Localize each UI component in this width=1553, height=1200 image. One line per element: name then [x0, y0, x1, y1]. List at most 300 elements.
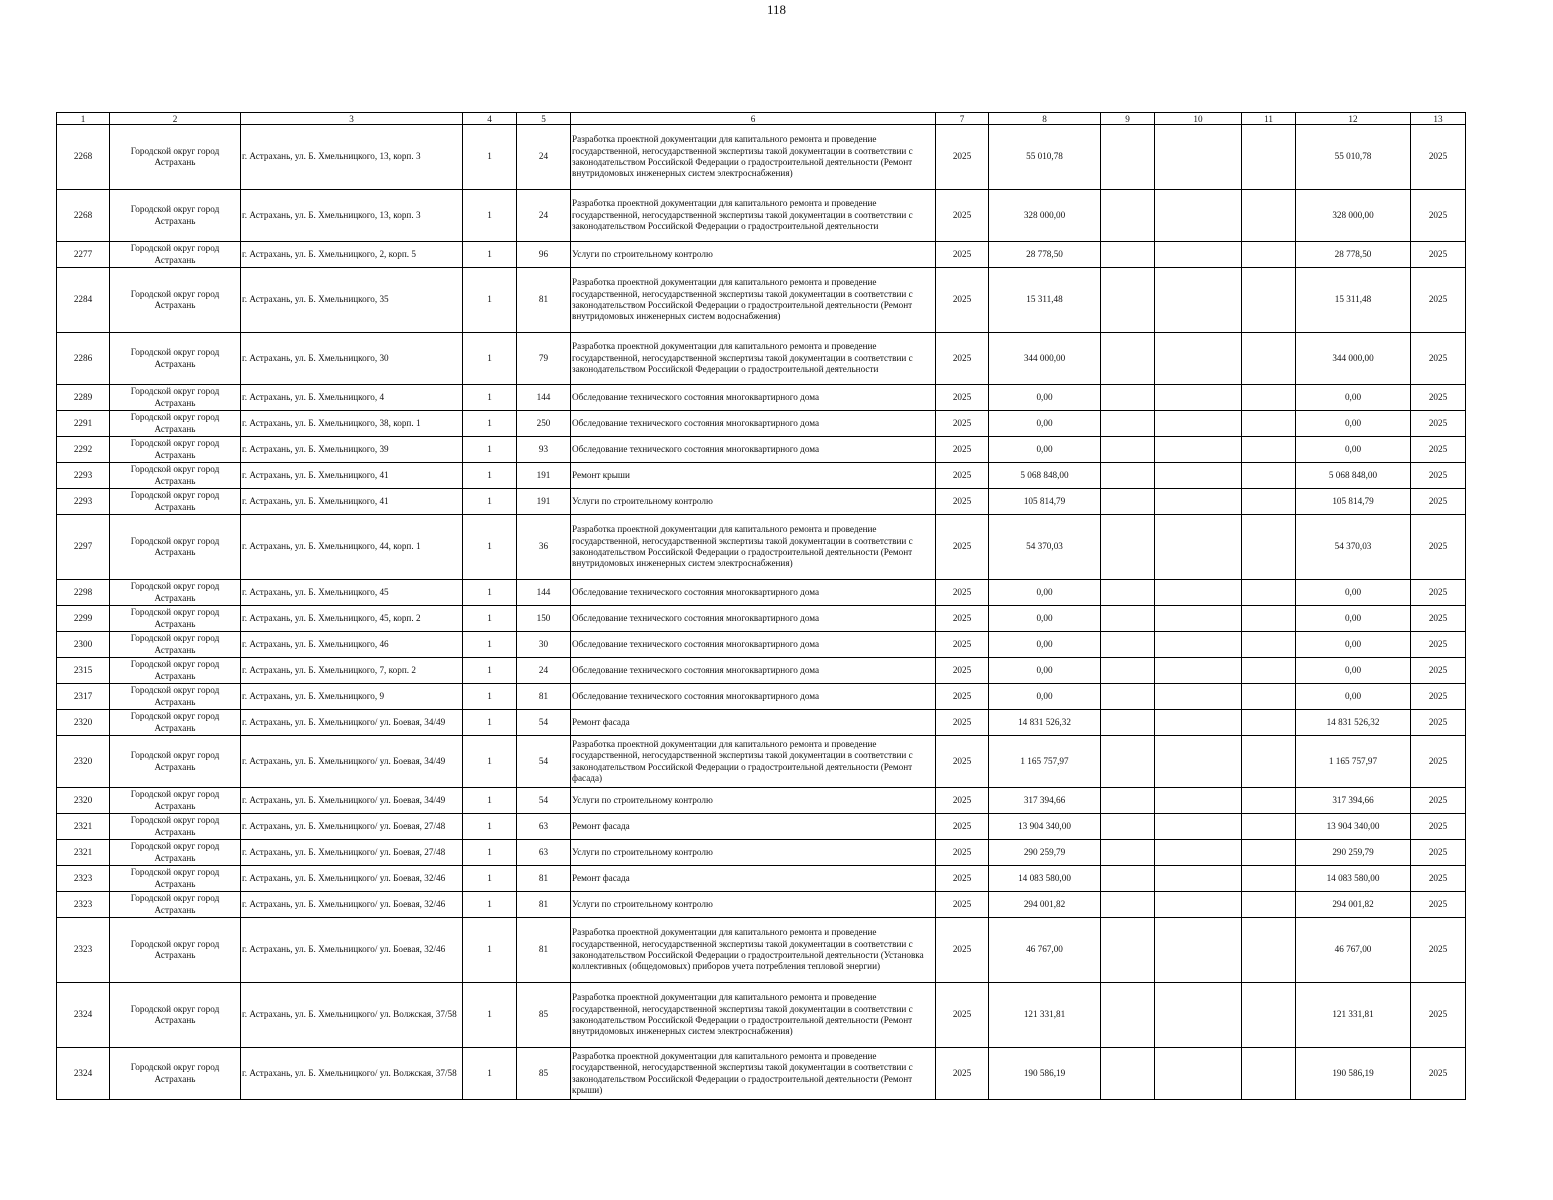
completion-year-cell: 2025: [1411, 437, 1466, 463]
work-type-cell: Обследование технического состояния многоквартирного дома: [571, 606, 936, 632]
table-row: [57, 489, 1466, 515]
col5-value-cell: 30: [517, 632, 571, 658]
col10-value-cell: [1155, 814, 1242, 840]
row-number-cell: 2293: [57, 463, 110, 489]
column-header: 12: [1296, 113, 1411, 125]
col4-value-cell: 1: [463, 333, 517, 385]
year-cell: 2025: [936, 658, 989, 684]
col11-value-cell: [1242, 814, 1296, 840]
col5-value-cell: 250: [517, 411, 571, 437]
col11-value-cell: [1242, 190, 1296, 242]
cost-fund-cell: 105 814,79: [1296, 489, 1411, 515]
cost-total-cell: 46 767,00: [989, 918, 1101, 983]
col10-value-cell: [1155, 736, 1242, 788]
row-number-cell: 2317: [57, 684, 110, 710]
address-cell: г. Астрахань, ул. Б. Хмельницкого/ ул. Боевая, 32/46: [241, 918, 463, 983]
table-row: [57, 840, 1466, 866]
col9-value-cell: [1101, 918, 1155, 983]
col11-value-cell: [1242, 606, 1296, 632]
table-row: [57, 606, 1466, 632]
completion-year-cell: 2025: [1411, 632, 1466, 658]
table-row: [57, 333, 1466, 385]
year-cell: 2025: [936, 463, 989, 489]
page-number: 118: [766, 2, 787, 17]
table-row: [57, 411, 1466, 437]
cost-total-cell: 294 001,82: [989, 892, 1101, 918]
cost-fund-cell: 0,00: [1296, 580, 1411, 606]
address-cell: г. Астрахань, ул. Б. Хмельницкого/ ул. Боевая, 32/46: [241, 892, 463, 918]
completion-year-cell: 2025: [1411, 190, 1466, 242]
col4-value-cell: 1: [463, 892, 517, 918]
work-type-cell: Ремонт фасада: [571, 866, 936, 892]
col10-value-cell: [1155, 489, 1242, 515]
work-type-cell: Обследование технического состояния многоквартирного дома: [571, 658, 936, 684]
cost-total-cell: 344 000,00: [989, 333, 1101, 385]
cost-fund-cell: 317 394,66: [1296, 788, 1411, 814]
table-row: [57, 437, 1466, 463]
municipality-cell: Городской округ город Астрахань: [110, 242, 241, 268]
year-cell: 2025: [936, 190, 989, 242]
col5-value-cell: 54: [517, 736, 571, 788]
municipality-cell: Городской округ город Астрахань: [110, 385, 241, 411]
col10-value-cell: [1155, 983, 1242, 1048]
cost-fund-cell: 290 259,79: [1296, 840, 1411, 866]
column-header: 5: [517, 113, 571, 125]
cost-fund-cell: 190 586,19: [1296, 1048, 1411, 1100]
row-number-cell: 2321: [57, 814, 110, 840]
col11-value-cell: [1242, 840, 1296, 866]
col10-value-cell: [1155, 788, 1242, 814]
row-number-cell: 2324: [57, 1048, 110, 1100]
year-cell: 2025: [936, 125, 989, 190]
address-cell: г. Астрахань, ул. Б. Хмельницкого, 41: [241, 463, 463, 489]
completion-year-cell: 2025: [1411, 788, 1466, 814]
cost-total-cell: 317 394,66: [989, 788, 1101, 814]
completion-year-cell: 2025: [1411, 1048, 1466, 1100]
address-cell: г. Астрахань, ул. Б. Хмельницкого/ ул. Боевая, 34/49: [241, 710, 463, 736]
municipality-cell: Городской округ город Астрахань: [110, 983, 241, 1048]
cost-total-cell: 290 259,79: [989, 840, 1101, 866]
col5-value-cell: 36: [517, 515, 571, 580]
cost-fund-cell: 0,00: [1296, 606, 1411, 632]
municipality-cell: Городской округ город Астрахань: [110, 268, 241, 333]
col4-value-cell: 1: [463, 632, 517, 658]
municipality-cell: Городской округ город Астрахань: [110, 515, 241, 580]
col4-value-cell: 1: [463, 710, 517, 736]
table-row: [57, 788, 1466, 814]
col4-value-cell: 1: [463, 437, 517, 463]
year-cell: 2025: [936, 866, 989, 892]
cost-total-cell: 0,00: [989, 632, 1101, 658]
cost-fund-cell: 15 311,48: [1296, 268, 1411, 333]
row-number-cell: 2320: [57, 710, 110, 736]
address-cell: г. Астрахань, ул. Б. Хмельницкого, 45: [241, 580, 463, 606]
year-cell: 2025: [936, 632, 989, 658]
col5-value-cell: 24: [517, 190, 571, 242]
row-number-cell: 2286: [57, 333, 110, 385]
col4-value-cell: 1: [463, 268, 517, 333]
completion-year-cell: 2025: [1411, 515, 1466, 580]
cost-total-cell: 28 778,50: [989, 242, 1101, 268]
col11-value-cell: [1242, 385, 1296, 411]
work-type-cell: Обследование технического состояния многоквартирного дома: [571, 385, 936, 411]
col5-value-cell: 93: [517, 437, 571, 463]
col11-value-cell: [1242, 333, 1296, 385]
address-cell: г. Астрахань, ул. Б. Хмельницкого, 35: [241, 268, 463, 333]
col4-value-cell: 1: [463, 580, 517, 606]
municipality-cell: Городской округ город Астрахань: [110, 632, 241, 658]
col9-value-cell: [1101, 736, 1155, 788]
col9-value-cell: [1101, 125, 1155, 190]
work-type-cell: Разработка проектной документации для капитального ремонта и проведение государственной, негосударственной экспертизы такой документации в соответствии с законодательством Российской Федерации о градостроительной деятельности (Ремонт внутридомовых инженерных систем электроснабжения): [571, 125, 936, 190]
col11-value-cell: [1242, 489, 1296, 515]
year-cell: 2025: [936, 788, 989, 814]
table-row: [57, 918, 1466, 983]
col9-value-cell: [1101, 385, 1155, 411]
cost-fund-cell: 328 000,00: [1296, 190, 1411, 242]
year-cell: 2025: [936, 892, 989, 918]
year-cell: 2025: [936, 606, 989, 632]
row-number-cell: 2323: [57, 892, 110, 918]
col10-value-cell: [1155, 437, 1242, 463]
col11-value-cell: [1242, 788, 1296, 814]
row-number-cell: 2315: [57, 658, 110, 684]
col10-value-cell: [1155, 684, 1242, 710]
work-type-cell: Разработка проектной документации для капитального ремонта и проведение государственной, негосударственной экспертизы такой документации в соответствии с законодательством Российской Федерации о градостроительной деятельности (Установка коллективных (общедомовых) приборов учета потребления тепловой энергии): [571, 918, 936, 983]
table-row: [57, 736, 1466, 788]
completion-year-cell: 2025: [1411, 242, 1466, 268]
year-cell: 2025: [936, 489, 989, 515]
work-type-cell: Услуги по строительному контролю: [571, 788, 936, 814]
col10-value-cell: [1155, 632, 1242, 658]
col10-value-cell: [1155, 125, 1242, 190]
col10-value-cell: [1155, 385, 1242, 411]
col9-value-cell: [1101, 463, 1155, 489]
col9-value-cell: [1101, 489, 1155, 515]
work-type-cell: Обследование технического состояния многоквартирного дома: [571, 632, 936, 658]
work-type-cell: Услуги по строительному контролю: [571, 489, 936, 515]
completion-year-cell: 2025: [1411, 983, 1466, 1048]
year-cell: 2025: [936, 918, 989, 983]
col5-value-cell: 81: [517, 866, 571, 892]
col4-value-cell: 1: [463, 606, 517, 632]
completion-year-cell: 2025: [1411, 710, 1466, 736]
col4-value-cell: 1: [463, 788, 517, 814]
col4-value-cell: 1: [463, 658, 517, 684]
row-number-cell: 2293: [57, 489, 110, 515]
completion-year-cell: 2025: [1411, 463, 1466, 489]
cost-fund-cell: 0,00: [1296, 437, 1411, 463]
col4-value-cell: 1: [463, 463, 517, 489]
address-cell: г. Астрахань, ул. Б. Хмельницкого, 44, корп. 1: [241, 515, 463, 580]
col9-value-cell: [1101, 840, 1155, 866]
col9-value-cell: [1101, 892, 1155, 918]
cost-total-cell: 121 331,81: [989, 983, 1101, 1048]
row-number-cell: 2321: [57, 840, 110, 866]
col4-value-cell: 1: [463, 125, 517, 190]
col5-value-cell: 63: [517, 840, 571, 866]
col5-value-cell: 96: [517, 242, 571, 268]
row-number-cell: 2323: [57, 918, 110, 983]
col9-value-cell: [1101, 606, 1155, 632]
table-row: [57, 866, 1466, 892]
row-number-cell: 2289: [57, 385, 110, 411]
column-number-row: [57, 113, 1466, 125]
address-cell: г. Астрахань, ул. Б. Хмельницкого/ ул. Боевая, 34/49: [241, 736, 463, 788]
address-cell: г. Астрахань, ул. Б. Хмельницкого, 2, корп. 5: [241, 242, 463, 268]
cost-fund-cell: 28 778,50: [1296, 242, 1411, 268]
municipality-cell: Городской округ город Астрахань: [110, 684, 241, 710]
col4-value-cell: 1: [463, 242, 517, 268]
completion-year-cell: 2025: [1411, 892, 1466, 918]
municipality-cell: Городской округ город Астрахань: [110, 658, 241, 684]
municipality-cell: Городской округ город Астрахань: [110, 788, 241, 814]
completion-year-cell: 2025: [1411, 736, 1466, 788]
municipality-cell: Городской округ город Астрахань: [110, 710, 241, 736]
address-cell: г. Астрахань, ул. Б. Хмельницкого, 9: [241, 684, 463, 710]
col11-value-cell: [1242, 736, 1296, 788]
year-cell: 2025: [936, 268, 989, 333]
col4-value-cell: 1: [463, 866, 517, 892]
work-type-cell: Обследование технического состояния многоквартирного дома: [571, 684, 936, 710]
cost-fund-cell: 14 831 526,32: [1296, 710, 1411, 736]
municipality-cell: Городской округ город Астрахань: [110, 892, 241, 918]
address-cell: г. Астрахань, ул. Б. Хмельницкого/ ул. Волжская, 37/58: [241, 983, 463, 1048]
col10-value-cell: [1155, 606, 1242, 632]
cost-total-cell: 13 904 340,00: [989, 814, 1101, 840]
table-row: [57, 892, 1466, 918]
column-header: 9: [1101, 113, 1155, 125]
completion-year-cell: 2025: [1411, 333, 1466, 385]
completion-year-cell: 2025: [1411, 606, 1466, 632]
address-cell: г. Астрахань, ул. Б. Хмельницкого, 45, корп. 2: [241, 606, 463, 632]
work-type-cell: Обследование технического состояния многоквартирного дома: [571, 437, 936, 463]
table-row: [57, 684, 1466, 710]
table-row: [57, 515, 1466, 580]
address-cell: г. Астрахань, ул. Б. Хмельницкого/ ул. Волжская, 37/58: [241, 1048, 463, 1100]
address-cell: г. Астрахань, ул. Б. Хмельницкого, 13, корп. 3: [241, 190, 463, 242]
municipality-cell: Городской округ город Астрахань: [110, 840, 241, 866]
year-cell: 2025: [936, 1048, 989, 1100]
column-header: 7: [936, 113, 989, 125]
column-header: 2: [110, 113, 241, 125]
col11-value-cell: [1242, 580, 1296, 606]
cost-total-cell: 328 000,00: [989, 190, 1101, 242]
work-type-cell: Разработка проектной документации для капитального ремонта и проведение государственной, негосударственной экспертизы такой документации в соответствии с законодательством Российской Федерации о градостроительной деятельности (Ремонт внутридомовых инженерных систем электроснабжения): [571, 983, 936, 1048]
col5-value-cell: 191: [517, 489, 571, 515]
table-row: [57, 632, 1466, 658]
col5-value-cell: 150: [517, 606, 571, 632]
completion-year-cell: 2025: [1411, 268, 1466, 333]
col4-value-cell: 1: [463, 983, 517, 1048]
col11-value-cell: [1242, 983, 1296, 1048]
row-number-cell: 2268: [57, 125, 110, 190]
address-cell: г. Астрахань, ул. Б. Хмельницкого, 13, корп. 3: [241, 125, 463, 190]
completion-year-cell: 2025: [1411, 125, 1466, 190]
year-cell: 2025: [936, 437, 989, 463]
row-number-cell: 2284: [57, 268, 110, 333]
municipality-cell: Городской округ город Астрахань: [110, 606, 241, 632]
table-row: [57, 658, 1466, 684]
row-number-cell: 2277: [57, 242, 110, 268]
year-cell: 2025: [936, 840, 989, 866]
work-type-cell: Разработка проектной документации для капитального ремонта и проведение государственной, негосударственной экспертизы такой документации в соответствии с законодательством Российской Федерации о градостроительной деятельности (Ремонт внутридомовых инженерных систем водоснабжения): [571, 268, 936, 333]
completion-year-cell: 2025: [1411, 814, 1466, 840]
row-number-cell: 2298: [57, 580, 110, 606]
municipality-cell: Городской округ город Астрахань: [110, 125, 241, 190]
col5-value-cell: 79: [517, 333, 571, 385]
work-type-cell: Разработка проектной документации для капитального ремонта и проведение государственной, негосударственной экспертизы такой документации в соответствии с законодательством Российской Федерации о градостроительной деятельности: [571, 333, 936, 385]
address-cell: г. Астрахань, ул. Б. Хмельницкого, 39: [241, 437, 463, 463]
col11-value-cell: [1242, 437, 1296, 463]
municipality-cell: Городской округ город Астрахань: [110, 333, 241, 385]
col10-value-cell: [1155, 333, 1242, 385]
col5-value-cell: 63: [517, 814, 571, 840]
cost-fund-cell: 54 370,03: [1296, 515, 1411, 580]
col4-value-cell: 1: [463, 190, 517, 242]
cost-fund-cell: 46 767,00: [1296, 918, 1411, 983]
column-header: 11: [1242, 113, 1296, 125]
col5-value-cell: 85: [517, 1048, 571, 1100]
col9-value-cell: [1101, 632, 1155, 658]
col9-value-cell: [1101, 1048, 1155, 1100]
col10-value-cell: [1155, 710, 1242, 736]
completion-year-cell: 2025: [1411, 866, 1466, 892]
cost-total-cell: 15 311,48: [989, 268, 1101, 333]
work-type-cell: Обследование технического состояния многоквартирного дома: [571, 411, 936, 437]
col10-value-cell: [1155, 411, 1242, 437]
column-header: 1: [57, 113, 110, 125]
col4-value-cell: 1: [463, 684, 517, 710]
cost-fund-cell: 14 083 580,00: [1296, 866, 1411, 892]
col10-value-cell: [1155, 658, 1242, 684]
col11-value-cell: [1242, 242, 1296, 268]
completion-year-cell: 2025: [1411, 918, 1466, 983]
table-row: [57, 814, 1466, 840]
col11-value-cell: [1242, 892, 1296, 918]
column-header: 13: [1411, 113, 1466, 125]
col10-value-cell: [1155, 1048, 1242, 1100]
municipality-cell: Городской округ город Астрахань: [110, 463, 241, 489]
table-body: [57, 125, 1466, 1100]
address-cell: г. Астрахань, ул. Б. Хмельницкого/ ул. Боевая, 34/49: [241, 788, 463, 814]
year-cell: 2025: [936, 736, 989, 788]
col9-value-cell: [1101, 983, 1155, 1048]
year-cell: 2025: [936, 983, 989, 1048]
col4-value-cell: 1: [463, 918, 517, 983]
municipality-cell: Городской округ город Астрахань: [110, 736, 241, 788]
row-number-cell: 2291: [57, 411, 110, 437]
work-type-cell: Услуги по строительному контролю: [571, 242, 936, 268]
work-type-cell: Разработка проектной документации для капитального ремонта и проведение государственной, негосударственной экспертизы такой документации в соответствии с законодательством Российской Федерации о градостроительной деятельности: [571, 190, 936, 242]
row-number-cell: 2268: [57, 190, 110, 242]
col5-value-cell: 81: [517, 918, 571, 983]
address-cell: г. Астрахань, ул. Б. Хмельницкого, 7, корп. 2: [241, 658, 463, 684]
year-cell: 2025: [936, 710, 989, 736]
col9-value-cell: [1101, 437, 1155, 463]
cost-total-cell: 54 370,03: [989, 515, 1101, 580]
col10-value-cell: [1155, 892, 1242, 918]
cost-fund-cell: 0,00: [1296, 385, 1411, 411]
municipality-cell: Городской округ город Астрахань: [110, 489, 241, 515]
cost-total-cell: 0,00: [989, 606, 1101, 632]
col11-value-cell: [1242, 710, 1296, 736]
completion-year-cell: 2025: [1411, 658, 1466, 684]
col4-value-cell: 1: [463, 489, 517, 515]
work-type-cell: Услуги по строительному контролю: [571, 840, 936, 866]
address-cell: г. Астрахань, ул. Б. Хмельницкого/ ул. Боевая, 32/46: [241, 866, 463, 892]
col9-value-cell: [1101, 684, 1155, 710]
col10-value-cell: [1155, 463, 1242, 489]
col11-value-cell: [1242, 866, 1296, 892]
col11-value-cell: [1242, 515, 1296, 580]
col9-value-cell: [1101, 788, 1155, 814]
address-cell: г. Астрахань, ул. Б. Хмельницкого, 4: [241, 385, 463, 411]
cost-total-cell: 14 083 580,00: [989, 866, 1101, 892]
col11-value-cell: [1242, 268, 1296, 333]
col5-value-cell: 54: [517, 788, 571, 814]
table-row: [57, 983, 1466, 1048]
year-cell: 2025: [936, 242, 989, 268]
column-header: 6: [571, 113, 936, 125]
cost-fund-cell: 0,00: [1296, 684, 1411, 710]
col11-value-cell: [1242, 918, 1296, 983]
work-type-cell: Разработка проектной документации для капитального ремонта и проведение государственной, негосударственной экспертизы такой документации в соответствии с законодательством Российской Федерации о градостроительной деятельности (Ремонт внутридомовых инженерных систем электроснабжения): [571, 515, 936, 580]
col11-value-cell: [1242, 125, 1296, 190]
completion-year-cell: 2025: [1411, 489, 1466, 515]
cost-fund-cell: 294 001,82: [1296, 892, 1411, 918]
col10-value-cell: [1155, 866, 1242, 892]
cost-fund-cell: 121 331,81: [1296, 983, 1411, 1048]
cost-total-cell: 105 814,79: [989, 489, 1101, 515]
col9-value-cell: [1101, 580, 1155, 606]
col10-value-cell: [1155, 268, 1242, 333]
cost-total-cell: 14 831 526,32: [989, 710, 1101, 736]
col4-value-cell: 1: [463, 515, 517, 580]
table-row: [57, 463, 1466, 489]
col11-value-cell: [1242, 658, 1296, 684]
work-type-cell: Разработка проектной документации для капитального ремонта и проведение государственной, негосударственной экспертизы такой документации в соответствии с законодательством Российской Федерации о градостроительной деятельности (Ремонт крыши): [571, 1048, 936, 1100]
col10-value-cell: [1155, 918, 1242, 983]
cost-total-cell: 0,00: [989, 385, 1101, 411]
col9-value-cell: [1101, 242, 1155, 268]
cost-fund-cell: 0,00: [1296, 411, 1411, 437]
col5-value-cell: 85: [517, 983, 571, 1048]
table-row: [57, 125, 1466, 190]
col5-value-cell: 24: [517, 658, 571, 684]
row-number-cell: 2323: [57, 866, 110, 892]
col5-value-cell: 144: [517, 385, 571, 411]
col5-value-cell: 24: [517, 125, 571, 190]
col5-value-cell: 81: [517, 268, 571, 333]
cost-fund-cell: 55 010,78: [1296, 125, 1411, 190]
work-type-cell: Разработка проектной документации для капитального ремонта и проведение государственной, негосударственной экспертизы такой документации в соответствии с законодательством Российской Федерации о градостроительной деятельности (Ремонт фасада): [571, 736, 936, 788]
municipality-cell: Городской округ город Астрахань: [110, 411, 241, 437]
address-cell: г. Астрахань, ул. Б. Хмельницкого, 30: [241, 333, 463, 385]
cost-total-cell: 1 165 757,97: [989, 736, 1101, 788]
col11-value-cell: [1242, 411, 1296, 437]
col9-value-cell: [1101, 333, 1155, 385]
work-type-cell: Услуги по строительному контролю: [571, 892, 936, 918]
cost-fund-cell: 344 000,00: [1296, 333, 1411, 385]
table-row: [57, 242, 1466, 268]
row-number-cell: 2292: [57, 437, 110, 463]
col10-value-cell: [1155, 190, 1242, 242]
row-number-cell: 2300: [57, 632, 110, 658]
cost-fund-cell: 1 165 757,97: [1296, 736, 1411, 788]
col4-value-cell: 1: [463, 736, 517, 788]
municipality-cell: Городской округ город Астрахань: [110, 437, 241, 463]
